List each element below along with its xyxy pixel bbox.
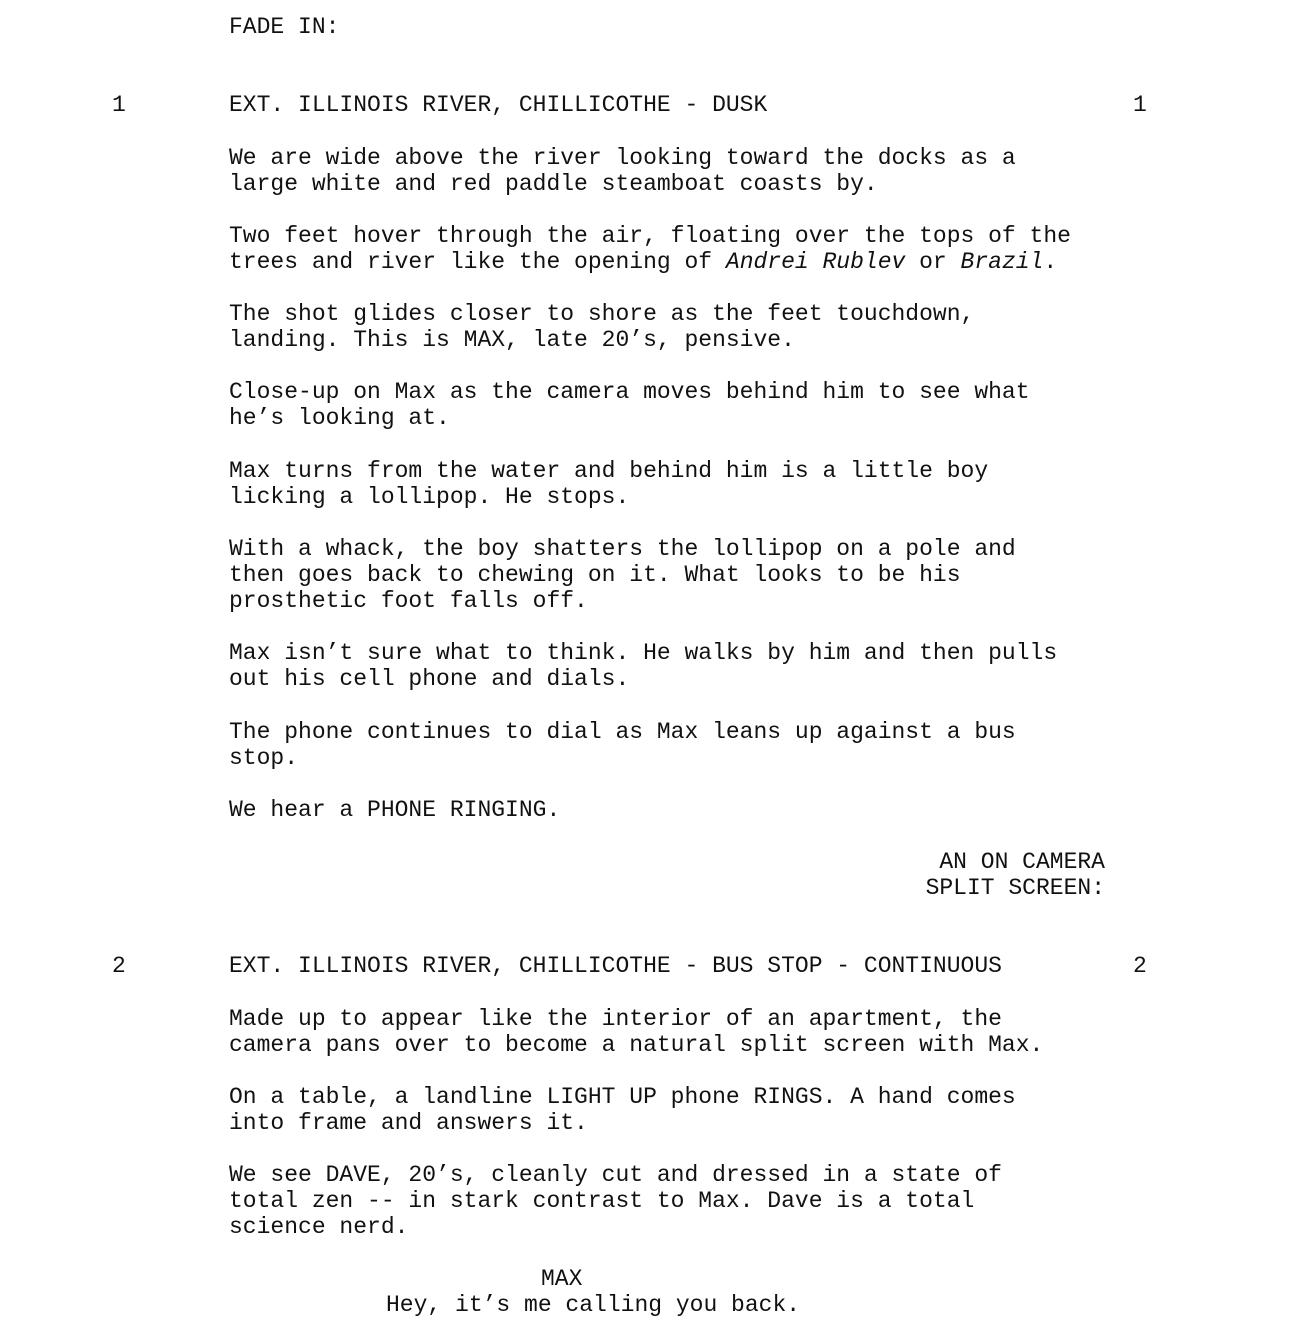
action-paragraph [229, 145, 1189, 197]
action-paragraph [229, 458, 1189, 510]
action-text: trees and river like the opening of [229, 249, 726, 275]
action-text: or [905, 249, 961, 275]
transition-line: AN ON CAMERA [939, 849, 1105, 875]
action-paragraph [229, 1084, 1189, 1136]
action-line: Max isn’t sure what to think. He walks by him and then pulls [229, 640, 1058, 666]
action-line: total zen -- in stark contrast to Max. Dave is a total [229, 1188, 975, 1214]
action-paragraph [229, 1162, 1189, 1240]
action-line: On a table, a landline LIGHT UP phone RINGS. A hand comes [229, 1084, 1016, 1110]
scene-number-left: 1 [112, 92, 126, 118]
action-paragraph [229, 536, 1189, 614]
action-line: Close-up on Max as the camera moves behind him to see what [229, 379, 1030, 405]
action-line: into frame and answers it. [229, 1110, 588, 1136]
action-line: then goes back to chewing on it. What looks to be his [229, 562, 961, 588]
action-line: Made up to appear like the interior of an apartment, the [229, 1006, 1002, 1032]
action-paragraph [229, 223, 1189, 275]
action-line [229, 249, 1189, 275]
scene-number-left: 2 [112, 953, 126, 979]
fade-in-transition: FADE IN: [229, 14, 340, 40]
film-title: Brazil [960, 249, 1044, 275]
action-line: licking a lollipop. He stops. [229, 484, 630, 510]
action-paragraph [229, 640, 1189, 692]
action-text: . [1043, 249, 1058, 275]
action-line: science nerd. [229, 1214, 409, 1240]
action-paragraph [229, 797, 1189, 823]
action-line: large white and red paddle steamboat coasts by. [229, 171, 878, 197]
action-line: landing. This is MAX, late 20’s, pensive. [229, 327, 795, 353]
film-title: Andrei Rublev [725, 249, 906, 275]
transition [805, 849, 1105, 901]
action-paragraph [229, 379, 1189, 431]
action-paragraph [229, 719, 1189, 771]
action-line: The shot glides closer to shore as the feet touchdown, [229, 301, 975, 327]
scene-heading: EXT. ILLINOIS RIVER, CHILLICOTHE - BUS STOP - CONTINUOUS [229, 953, 1002, 979]
transition-line: SPLIT SCREEN: [925, 875, 1105, 901]
action-line: We hear a PHONE RINGING. [229, 797, 561, 823]
action-line: he’s looking at. [229, 405, 450, 431]
scene-heading: EXT. ILLINOIS RIVER, CHILLICOTHE - DUSK [229, 92, 768, 118]
action-line: We are wide above the river looking toward the docks as a [229, 145, 1016, 171]
character-name: MAX [541, 1266, 583, 1292]
action-line: out his cell phone and dials. [229, 666, 630, 692]
action-paragraph [229, 301, 1189, 353]
action-line: With a whack, the boy shatters the lollipop on a pole and [229, 536, 1016, 562]
action-line: Two feet hover through the air, floating over the tops of the [229, 223, 1071, 249]
scene-number-right: 2 [1133, 953, 1147, 979]
dialogue-line: Hey, it’s me calling you back. [386, 1292, 801, 1318]
action-line: The phone continues to dial as Max leans up against a bus [229, 719, 1016, 745]
action-line: camera pans over to become a natural split screen with Max. [229, 1032, 1044, 1058]
action-line: stop. [229, 745, 299, 771]
action-line: Max turns from the water and behind him is a little boy [229, 458, 989, 484]
action-paragraph [229, 1006, 1189, 1058]
action-line: We see DAVE, 20’s, cleanly cut and dressed in a state of [229, 1162, 1002, 1188]
action-line: prosthetic foot falls off. [229, 588, 588, 614]
scene-number-right: 1 [1133, 92, 1147, 118]
